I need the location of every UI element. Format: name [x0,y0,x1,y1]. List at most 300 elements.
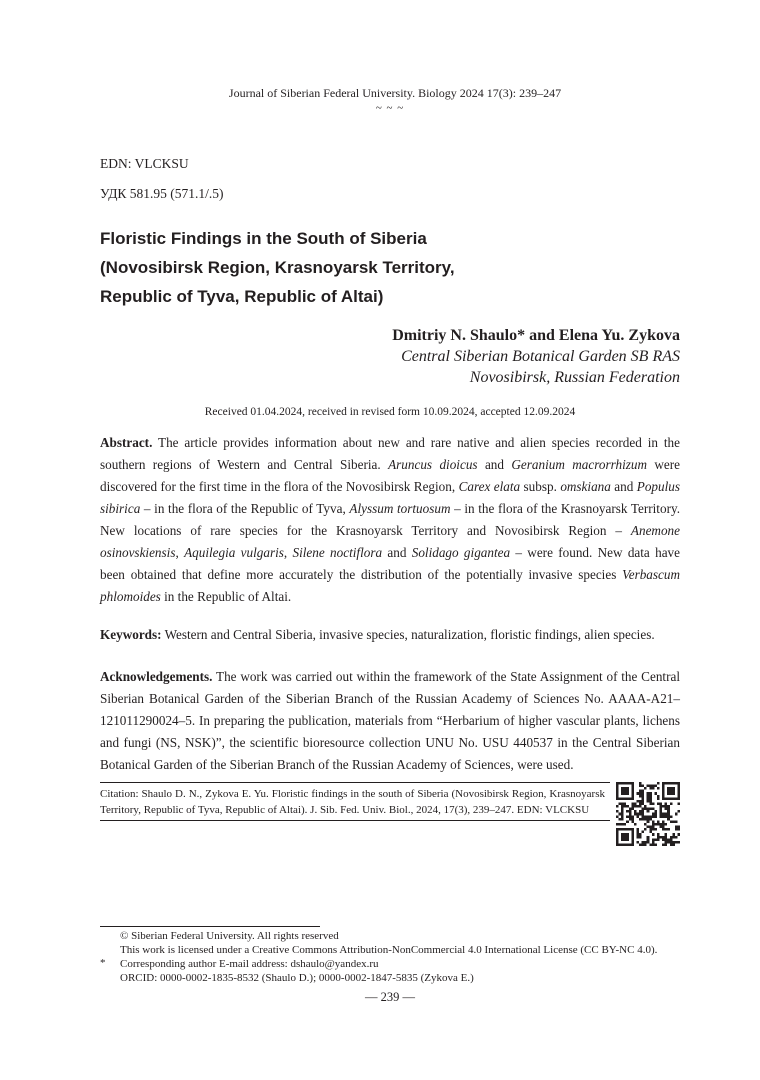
qr-module [652,808,655,811]
qr-module [660,836,663,839]
qr-module [667,805,670,808]
qr-module [672,843,675,846]
qr-module [662,805,665,808]
qr-module [642,785,645,788]
qr-module [629,797,632,800]
qr-module [647,810,650,813]
qr-module [626,833,629,836]
qr-module [621,828,624,831]
title-line-1: Floristic Findings in the South of Siberia [100,229,427,248]
qr-module [647,800,650,803]
qr-module [629,808,632,811]
qr-module [624,782,627,785]
acknowledgements [100,666,680,776]
species-name: Solidago gigantea [411,545,511,560]
qr-module [649,828,652,831]
qr-module [649,831,652,834]
qr-module [665,802,668,805]
qr-module [631,818,634,821]
qr-module [657,823,660,826]
qr-module [619,813,622,816]
qr-module [662,843,665,846]
qr-module [634,813,637,816]
footnote-orcid: ORCID: 0000-0002-1835-8532 (Shaulo D.); 0000-0002-1847-5835 (Zykova E.) [120,972,474,984]
qr-module [619,828,622,831]
qr-module [634,802,637,805]
qr-module [665,808,668,811]
qr-module [667,815,670,818]
abstract-text: were discovered for the first time in the flora of the Novosibirsk Region, [100,457,681,494]
citation-rule-bottom [100,820,610,821]
title-line-3: Republic of Tyva, Republic of Altai) [100,287,384,306]
author-names: Dmitriy N. Shaulo* and Elena Yu. Zykova [392,327,680,344]
qr-module [672,787,675,790]
qr-module [642,810,645,813]
qr-module [654,843,657,846]
qr-module [639,833,642,836]
qr-module [616,797,619,800]
qr-module [657,797,660,800]
qr-module [642,841,645,844]
qr-module [642,843,645,846]
author-location: Novosibirsk, Russian Federation [469,369,680,386]
abstract-text: subsp. [520,479,561,494]
qr-module [672,792,675,795]
qr-module [639,790,642,793]
qr-module [647,818,650,821]
qr-module [631,833,634,836]
qr-module [672,790,675,793]
qr-module [639,785,642,788]
qr-module [654,792,657,795]
qr-module [624,828,627,831]
qr-module [639,810,642,813]
qr-module [616,790,619,793]
qr-module [639,836,642,839]
qr-module [660,813,663,816]
qr-module [621,838,624,841]
qr-module [626,836,629,839]
qr-module [652,843,655,846]
qr-module [621,805,624,808]
qr-module [626,790,629,793]
citation: Citation: Shaulo D. N., Zykova E. Yu. Floristic findings in the south of Siberia (Novosibirsk Region, Krasnoyarsk Territory, Republic of Tyva, Republic of Altai). J. Sib. Fed. Univ. Biol., 2024, 17(3), 239–247. EDN: VLCKSU [100,788,605,816]
qr-module [624,805,627,808]
qr-module [624,833,627,836]
abstract-text: in the Republic of Altai. [160,589,292,604]
qr-module [649,785,652,788]
qr-module [665,843,668,846]
header-ornament: ~ ~ ~ [375,102,405,114]
qr-module [642,792,645,795]
qr-module [660,815,663,818]
qr-module [642,797,645,800]
qr-module [675,828,678,831]
qr-module [642,813,645,816]
species-name: Aruncus dioicus [388,457,478,472]
footnote-star: * [100,957,106,969]
qr-module [626,787,629,790]
qr-module [639,818,642,821]
qr-module [644,823,647,826]
qr-module [670,820,673,823]
qr-module [670,790,673,793]
qr-module [677,810,680,813]
qr-module [667,790,670,793]
qr-module [629,815,632,818]
qr-module [660,805,663,808]
keywords [100,624,680,646]
qr-module [636,805,639,808]
qr-module [652,815,655,818]
qr-module [634,823,637,826]
qr-module [677,787,680,790]
keywords-label: Keywords: [100,627,162,642]
qr-module [636,800,639,803]
qr-module [642,818,645,821]
edn-code: EDN: VLCKSU [100,156,189,171]
qr-module [654,823,657,826]
qr-module [662,792,665,795]
qr-module [631,838,634,841]
qr-module [670,782,673,785]
qr-module [665,838,668,841]
qr-module [631,795,634,798]
qr-module [665,813,668,816]
qr-module [642,795,645,798]
qr-module [665,836,668,839]
qr-module [636,836,639,839]
qr-module [621,823,624,826]
qr-module [662,838,665,841]
qr-module [647,838,650,841]
qr-module [672,841,675,844]
abstract-text: – in the flora of the Republic of Tyva, [140,501,350,516]
citation-rule-top [100,782,610,783]
qr-module [667,818,670,821]
qr-module [670,792,673,795]
qr-module [626,805,629,808]
qr-module [649,815,652,818]
qr-module [665,805,668,808]
qr-module [631,802,634,805]
qr-module [652,838,655,841]
qr-module [621,792,624,795]
qr-module [621,797,624,800]
qr-module [616,823,619,826]
qr-module [647,785,650,788]
qr-module [629,818,632,821]
species-name: Geranium macrorrhizum [511,457,647,472]
qr-module [621,810,624,813]
qr-module [621,802,624,805]
qr-module [662,823,665,826]
title-line-2: (Novosibirsk Region, Krasnoyarsk Territory, [100,258,455,277]
qr-module [665,823,668,826]
keywords-text: Western and Central Siberia, invasive species, naturalization, floristic findings, alien species. [161,627,655,642]
footnote-rule [100,926,320,927]
qr-module [624,836,627,839]
qr-module [639,843,642,846]
qr-module [652,787,655,790]
qr-module [670,841,673,844]
qr-module [631,836,634,839]
abstract [100,432,680,608]
qr-module [677,785,680,788]
qr-module [621,787,624,790]
qr-module [665,782,668,785]
qr-module [624,802,627,805]
abstract-text: and [382,545,412,560]
qr-module [652,841,655,844]
qr-module [665,841,668,844]
qr-module [616,782,619,785]
qr-module [642,802,645,805]
qr-module [657,838,660,841]
qr-module [647,792,650,795]
qr-module [644,808,647,811]
qr-module [647,820,650,823]
qr-module [667,813,670,816]
qr-module [631,792,634,795]
qr-module [662,813,665,816]
abstract-text: , [283,545,293,560]
qr-module [652,826,655,829]
qr-module [642,790,645,793]
qr-module [677,828,680,831]
qr-module [626,797,629,800]
qr-module [644,841,647,844]
qr-module [652,785,655,788]
qr-module [677,797,680,800]
qr-module [665,815,668,818]
qr-module [621,813,624,816]
species-name: Alyssum tortuosum [349,501,451,516]
qr-module [657,787,660,790]
qr-module [652,828,655,831]
qr-module [636,831,639,834]
qr-module [631,782,634,785]
qr-module [667,841,670,844]
qr-module [616,838,619,841]
qr-module [654,785,657,788]
qr-module [619,818,622,821]
qr-module [639,805,642,808]
qr-module [616,810,619,813]
qr-module [652,823,655,826]
qr-module [677,802,680,805]
qr-module [652,802,655,805]
qr-module [654,815,657,818]
qr-module [629,810,632,813]
species-name: Populus sibirica [100,479,680,516]
page-number: — 239 — [365,990,415,1004]
qr-module [616,841,619,844]
qr-module [672,797,675,800]
qr-module [634,810,637,813]
qr-module [647,841,650,844]
qr-module [629,843,632,846]
qr-module [665,833,668,836]
qr-module [616,815,619,818]
qr-module [647,815,650,818]
qr-module [644,805,647,808]
qr-module [675,813,678,816]
qr-module [644,818,647,821]
qr-module [621,818,624,821]
qr-module [647,795,650,798]
qr-module [662,785,665,788]
qr-module [624,792,627,795]
qr-module [624,843,627,846]
qr-module [654,838,657,841]
qr-module [667,782,670,785]
species-name: Silene noctiflora [292,545,383,560]
qr-module [626,810,629,813]
qr-module [662,790,665,793]
footnote-copyright: © Siberian Federal University. All rights reserved [120,930,339,942]
qr-module [672,820,675,823]
qr-module [626,838,629,841]
qr-module [616,805,619,808]
qr-module [672,782,675,785]
qr-module [636,841,639,844]
qr-module [644,787,647,790]
qr-module [649,843,652,846]
qr-module [619,802,622,805]
qr-module [621,790,624,793]
qr-module [649,800,652,803]
qr-module [642,800,645,803]
qr-module [652,833,655,836]
qr-module [662,826,665,829]
qr-module [621,843,624,846]
footnote-license: This work is licensed under a Creative Commons Attribution-NonCommercial 4.0 International License (CC BY-NC 4.0). [120,944,658,956]
qr-module [624,823,627,826]
qr-module [636,833,639,836]
qr-module [631,805,634,808]
qr-module [670,802,673,805]
qr-module [631,841,634,844]
qr-module [667,792,670,795]
qr-module [677,841,680,844]
qr-module [677,795,680,798]
qr-module [662,836,665,839]
qr-module [667,838,670,841]
qr-module [677,792,680,795]
qr-module [670,797,673,800]
qr-module [660,808,663,811]
qr-module [675,782,678,785]
qr-module [619,782,622,785]
qr-module [621,808,624,811]
qr-module [677,782,680,785]
qr-module [616,843,619,846]
qr-module [639,802,642,805]
qr-module [621,836,624,839]
qr-module [636,828,639,831]
qr-module [675,820,678,823]
qr-module [672,833,675,836]
qr-module [624,797,627,800]
qr-module [626,792,629,795]
qr-module [619,797,622,800]
species-name: omskiana [560,479,611,494]
qr-module [649,797,652,800]
qr-module [636,813,639,816]
qr-module [616,836,619,839]
qr-module [662,815,665,818]
qr-module [644,828,647,831]
qr-module [629,813,632,816]
qr-module [667,810,670,813]
qr-module [652,813,655,816]
qr-module [667,787,670,790]
qr-code-icon[interactable] [616,782,680,846]
species-name: Aquilegia vulgaris [184,545,284,560]
qr-module [660,826,663,829]
qr-module [660,823,663,826]
qr-module [675,836,678,839]
qr-module [657,820,660,823]
qr-module [667,797,670,800]
qr-module [649,787,652,790]
qr-module [639,813,642,816]
qr-module [657,795,660,798]
qr-module [616,828,619,831]
qr-module [670,836,673,839]
qr-module [660,810,663,813]
qr-module [634,805,637,808]
qr-module [670,838,673,841]
species-name: Carex elata [458,479,521,494]
qr-module [626,815,629,818]
qr-module [631,785,634,788]
qr-module [665,828,668,831]
qr-module [652,820,655,823]
article-title [100,224,620,311]
qr-module [647,797,650,800]
qr-module [677,790,680,793]
qr-module [642,808,645,811]
qr-module [644,843,647,846]
qr-module [642,815,645,818]
qr-module [675,841,678,844]
qr-module [649,818,652,821]
abstract-text: and [610,479,637,494]
qr-module [662,828,665,831]
qr-module [675,797,678,800]
qr-module [649,795,652,798]
footnote-corresponding: Corresponding author E-mail address: dshaulo@yandex.ru [120,958,379,970]
qr-module [616,831,619,834]
abstract-text: , [175,545,185,560]
qr-module [626,820,629,823]
qr-module [654,828,657,831]
received-dates: Received 01.04.2024, received in revised form 10.09.2024, accepted 12.09.2024 [204,406,576,418]
qr-module [654,810,657,813]
udk-code: УДК 581.95 (571.1/.5) [100,186,224,201]
qr-module [657,802,660,805]
qr-module [639,800,642,803]
qr-module [631,790,634,793]
qr-module [636,792,639,795]
qr-module [662,782,665,785]
qr-module [631,787,634,790]
qr-module [670,815,673,818]
qr-module [662,787,665,790]
abstract-label: Abstract. [100,435,153,450]
